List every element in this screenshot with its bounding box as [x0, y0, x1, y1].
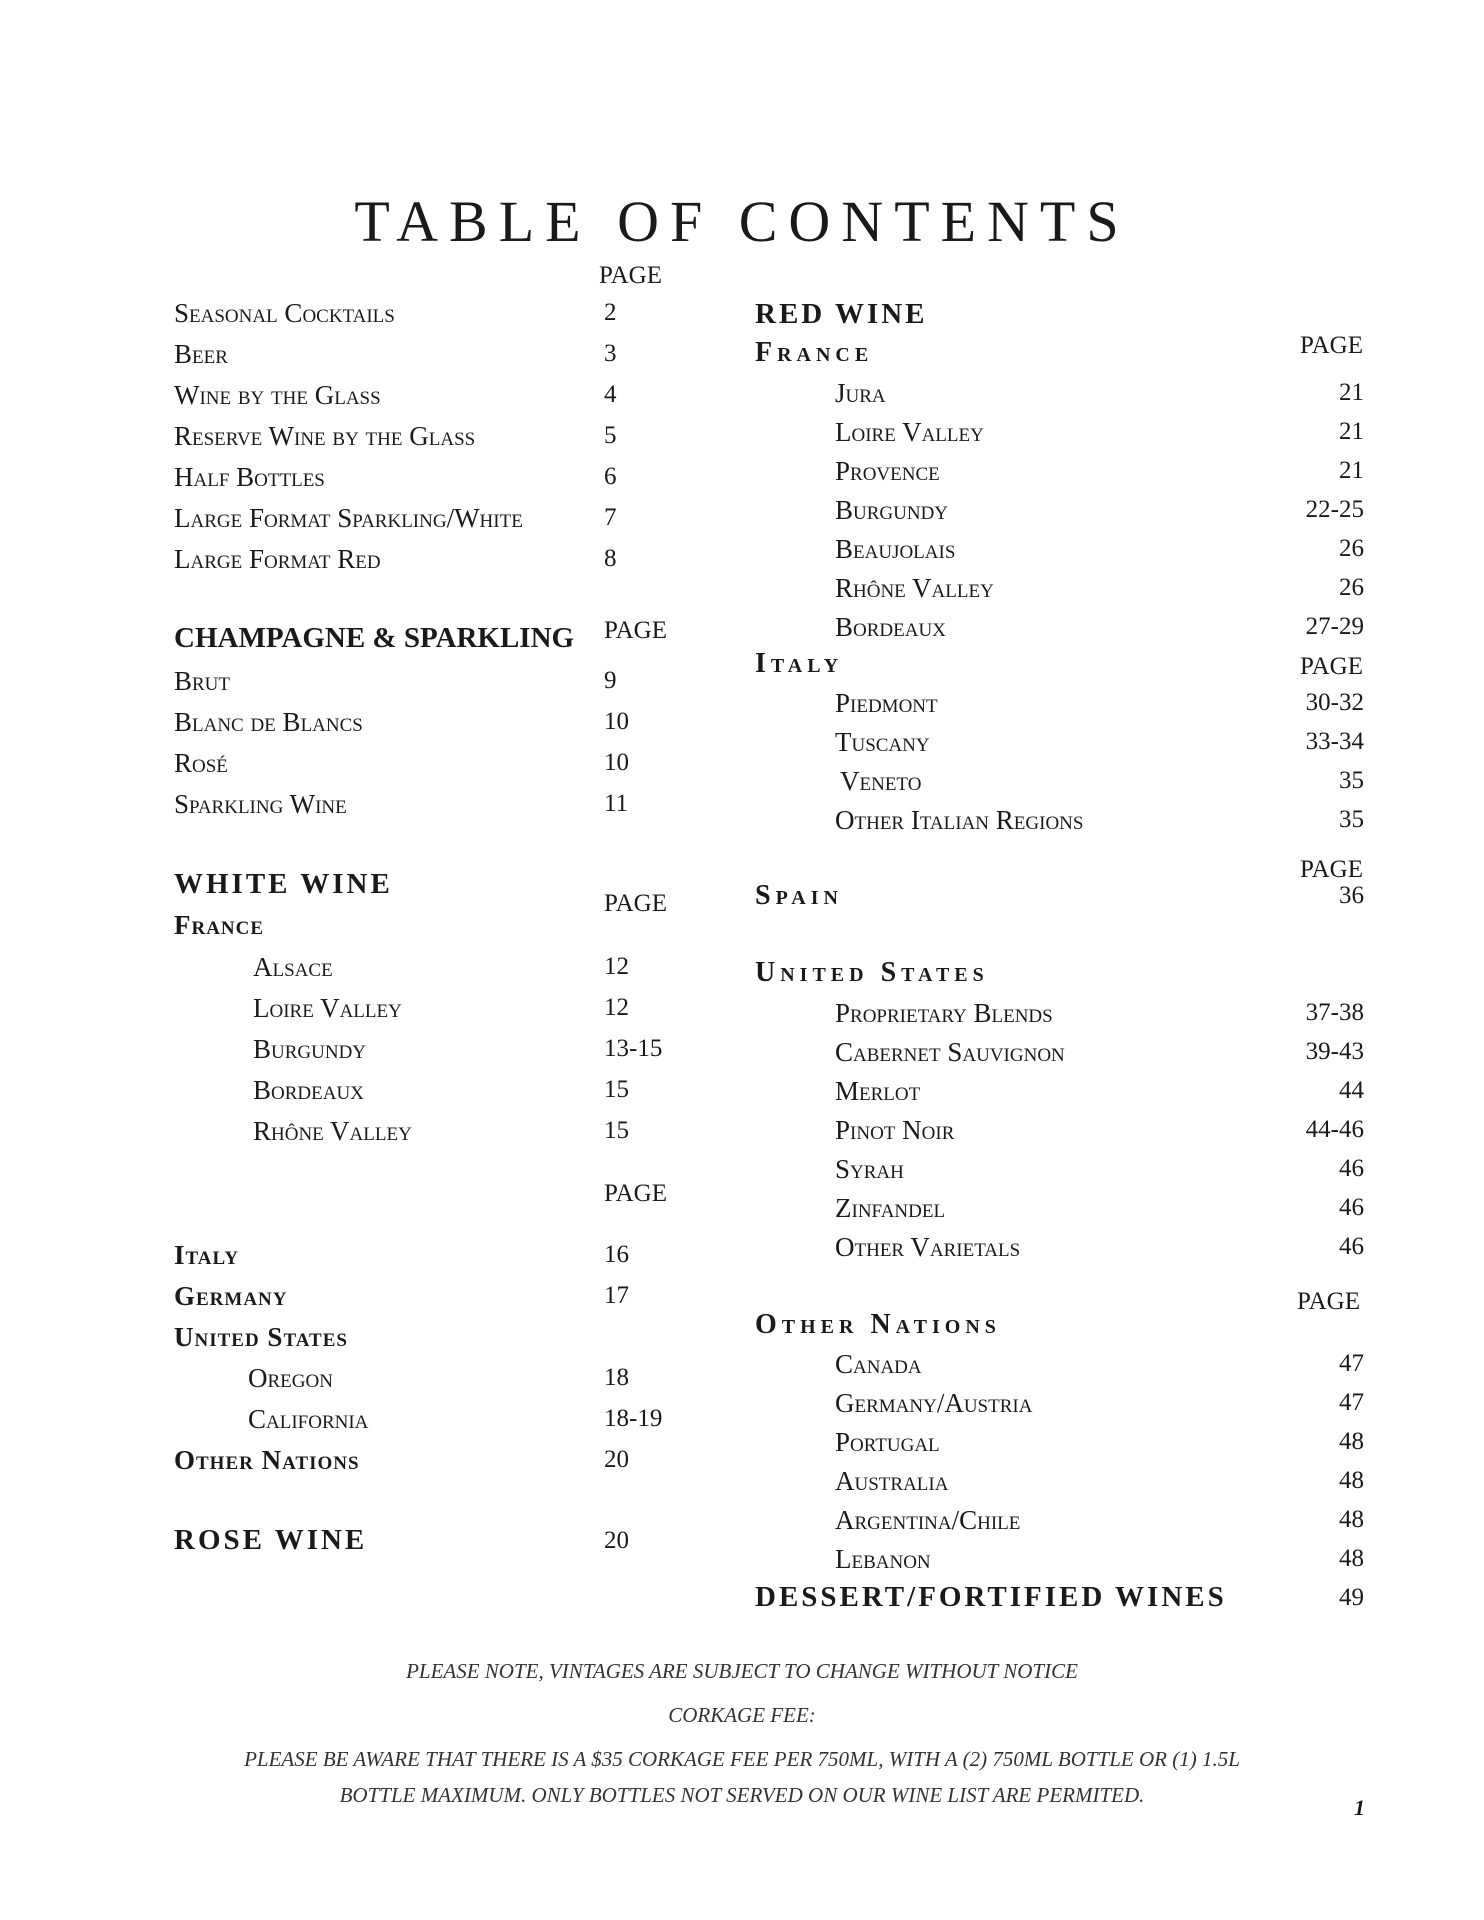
- toc-entry-page: 20: [604, 1527, 629, 1554]
- page-column-header: PAGE: [1297, 1288, 1360, 1315]
- toc-entry-label: Piedmont: [835, 688, 938, 718]
- section-heading: ROSE WINE: [174, 1524, 368, 1556]
- toc-entry-label: Bordeaux: [253, 1075, 364, 1105]
- toc-entry-page: 17: [604, 1282, 629, 1309]
- page-column-header: PAGE: [1300, 653, 1363, 680]
- toc-entry-page: 12: [604, 994, 629, 1021]
- toc-entry-page: 18-19: [604, 1405, 663, 1432]
- toc-entry-page: 21: [1339, 379, 1364, 406]
- subsection-heading: Italy: [174, 1240, 240, 1270]
- corkage-note-line: BOTTLE MAXIMUM. ONLY BOTTLES NOT SERVED ON OUR WINE LIST ARE PERMITED.: [339, 1783, 1145, 1807]
- toc-entry-page: 8: [604, 545, 617, 572]
- toc-entry-page: 47: [1339, 1350, 1364, 1377]
- toc-entry-page: 15: [604, 1117, 629, 1144]
- toc-entry-page: 49: [1339, 1584, 1364, 1611]
- toc-entry-page: 21: [1339, 418, 1364, 445]
- toc-entry-label: Rosé: [174, 748, 228, 778]
- toc-entry-label: Germany/Austria: [835, 1388, 1033, 1418]
- toc-entry-page: 20: [604, 1446, 629, 1473]
- toc-entry-label: Tuscany: [835, 727, 930, 757]
- toc-entry-label: Canada: [835, 1349, 922, 1379]
- toc-entry-page: 44: [1339, 1077, 1364, 1104]
- toc-entry-page: 12: [604, 953, 629, 980]
- toc-entry-label: Lebanon: [835, 1544, 931, 1574]
- toc-entry-label: Provence: [835, 456, 940, 486]
- toc-entry-page: 10: [604, 708, 629, 735]
- toc-entry-page: 11: [604, 790, 629, 817]
- toc-entry-label: Wine by the Glass: [174, 380, 381, 410]
- toc-entry-page: 26: [1339, 574, 1364, 601]
- section-heading: CHAMPAGNE & SPARKLING: [174, 622, 575, 654]
- toc-entry-page: 4: [604, 381, 617, 408]
- toc-entry-label: Brut: [174, 666, 231, 696]
- subsection-heading: Spain: [755, 880, 843, 911]
- toc-entry-label: Argentina/Chile: [835, 1505, 1021, 1535]
- toc-entry-page: 46: [1339, 1194, 1364, 1221]
- page-column-header: PAGE: [1300, 856, 1363, 883]
- toc-entry-page: 22-25: [1305, 496, 1364, 523]
- toc-entry-label: Jura: [835, 378, 886, 408]
- toc-entry-label: Sparkling Wine: [174, 789, 347, 819]
- toc-entry-page: 2: [604, 299, 617, 326]
- toc-entry-page: 48: [1339, 1467, 1364, 1494]
- toc-entry-label: Syrah: [835, 1154, 904, 1184]
- page-column-header: PAGE: [604, 890, 667, 917]
- page-column-header: PAGE: [604, 617, 667, 644]
- page-title: TABLE OF CONTENTS: [354, 189, 1130, 254]
- toc-entry-page: 30-32: [1305, 689, 1364, 716]
- toc-entry-page: 48: [1339, 1545, 1364, 1572]
- toc-entry-page: 3: [604, 340, 617, 367]
- toc-entry-page: 35: [1339, 806, 1364, 833]
- toc-entry-label: Other Varietals: [835, 1232, 1021, 1262]
- toc-entry-label: Beaujolais: [835, 534, 956, 564]
- toc-entry-label: Rhône Valley: [835, 573, 994, 603]
- subsection-heading: United States: [755, 957, 989, 988]
- toc-entry-label: Merlot: [835, 1076, 921, 1106]
- page-column-header: PAGE: [1300, 332, 1363, 359]
- toc-entry-page: 35: [1339, 767, 1364, 794]
- subsection-heading: France: [755, 337, 874, 368]
- toc-entry-label: Oregon: [248, 1363, 333, 1393]
- toc-entry-page: 46: [1339, 1155, 1364, 1182]
- subsection-heading: United States: [174, 1322, 348, 1352]
- toc-entry-label: Bordeaux: [835, 612, 946, 642]
- toc-entry-label: Portugal: [835, 1427, 940, 1457]
- toc-entry-page: 39-43: [1305, 1038, 1364, 1065]
- toc-entry-page: 46: [1339, 1233, 1364, 1260]
- toc-entry-page: 13-15: [604, 1035, 663, 1062]
- page-column-header: PAGE: [604, 1180, 667, 1207]
- toc-entry-label: Other Italian Regions: [835, 805, 1084, 835]
- toc-entry-label: Loire Valley: [253, 993, 402, 1023]
- toc-entry-label: Cabernet Sauvignon: [835, 1037, 1065, 1067]
- section-heading: DESSERT/FORTIFIED WINES: [755, 1581, 1227, 1613]
- subsection-heading: Italy: [755, 648, 844, 679]
- toc-entry-label: Loire Valley: [835, 417, 984, 447]
- toc-entry-label: Large Format Red: [174, 544, 381, 574]
- toc-entry-label: Burgundy: [253, 1034, 367, 1064]
- toc-entry-label: Seasonal Cocktails: [174, 298, 395, 328]
- toc-entry-page: 27-29: [1305, 613, 1364, 640]
- toc-entry-page: 33-34: [1305, 728, 1364, 755]
- page-column-header: PAGE: [599, 262, 662, 289]
- toc-entry-page: 16: [604, 1241, 629, 1268]
- toc-entry-label: Half Bottles: [174, 462, 325, 492]
- toc-entry-label: Burgundy: [835, 495, 949, 525]
- subsection-heading: Germany: [174, 1281, 288, 1311]
- toc-entry-label: Beer: [174, 339, 228, 369]
- toc-entry-label: Large Format Sparkling/White: [174, 503, 523, 533]
- toc-entry-label: Blanc de Blancs: [174, 707, 363, 737]
- toc-entry-page: 18: [604, 1364, 629, 1391]
- corkage-note-line: PLEASE BE AWARE THAT THERE IS A $35 CORKAGE FEE PER 750ML, WITH A (2) 750ML BOTTLE OR (1) 1.5L: [244, 1747, 1240, 1771]
- toc-entry-label: Alsace: [253, 952, 333, 982]
- toc-entry-page: 5: [604, 422, 617, 449]
- toc-entry-label: Proprietary Blends: [835, 998, 1053, 1028]
- toc-entry-page: 21: [1339, 457, 1364, 484]
- toc-entry-label: Pinot Noir: [835, 1115, 955, 1145]
- toc-entry-page: 7: [604, 504, 617, 531]
- toc-entry-page: 44-46: [1305, 1116, 1364, 1143]
- corkage-title: CORKAGE FEE:: [668, 1703, 816, 1727]
- toc-entry-page: 9: [604, 667, 617, 694]
- toc-entry-label: Zinfandel: [835, 1193, 946, 1223]
- toc-entry-page: 48: [1339, 1428, 1364, 1455]
- toc-entry-page: 15: [604, 1076, 629, 1103]
- toc-entry-page: 36: [1339, 882, 1364, 909]
- subsection-heading: France: [174, 910, 265, 940]
- toc-entry-page: 48: [1339, 1506, 1364, 1533]
- toc-entry-label: California: [248, 1404, 369, 1434]
- toc-entry-page: 26: [1339, 535, 1364, 562]
- section-heading: WHITE WINE: [174, 868, 393, 900]
- page-number: 1: [1354, 1795, 1365, 1820]
- toc-entry-page: 37-38: [1305, 999, 1364, 1026]
- toc-entry-page: 47: [1339, 1389, 1364, 1416]
- toc-entry-page: 6: [604, 463, 617, 490]
- toc-entry-page: 10: [604, 749, 629, 776]
- vintage-note: PLEASE NOTE, VINTAGES ARE SUBJECT TO CHANGE WITHOUT NOTICE: [406, 1659, 1078, 1683]
- toc-entry-label: Australia: [835, 1466, 949, 1496]
- subsection-heading: Other Nations: [755, 1309, 1001, 1340]
- section-heading: RED WINE: [755, 298, 928, 330]
- subsection-heading: Other Nations: [174, 1445, 360, 1475]
- toc-entry-label: Veneto: [840, 766, 922, 796]
- toc-entry-label: Reserve Wine by the Glass: [174, 421, 476, 451]
- toc-entry-label: Rhône Valley: [253, 1116, 412, 1146]
